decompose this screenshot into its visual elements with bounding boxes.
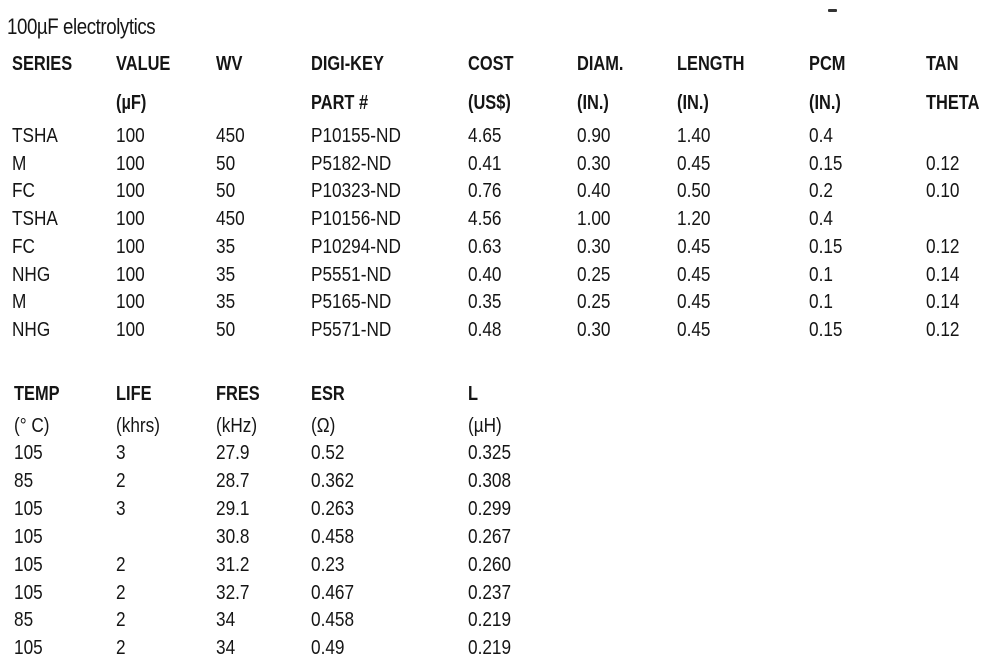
table-cell: FC: [12, 235, 35, 258]
table-cell: 0.15: [809, 318, 843, 341]
table-cell: 0.12: [926, 235, 960, 258]
table-cell: 0.4: [809, 208, 833, 231]
table-cell: M: [12, 291, 27, 314]
table-cell: 4.56: [468, 208, 502, 231]
table-cell: 0.219: [468, 609, 512, 632]
table-cell: 450: [216, 208, 245, 231]
table-cell: 85: [14, 609, 34, 632]
table-cell: 105: [14, 442, 43, 464]
column-unit: (IN.): [577, 92, 609, 114]
column-unit: (Ω): [311, 415, 336, 437]
column-header: WV: [216, 53, 243, 75]
table-cell: 450: [216, 125, 245, 147]
table-cell: 100: [116, 125, 145, 147]
column-unit: (° C): [14, 415, 50, 437]
column-header: ESR: [311, 383, 345, 405]
table-cell: 0.4: [809, 125, 833, 147]
table-cell: 105: [14, 497, 43, 520]
table-cell: 0.76: [468, 180, 502, 203]
column-header: LIFE: [116, 383, 152, 405]
table-cell: 105: [14, 581, 43, 604]
table-cell: 0.12: [926, 152, 960, 175]
column-header: TEMP: [14, 383, 60, 405]
table-cell: 100: [116, 263, 145, 286]
table-cell: 100: [116, 318, 145, 341]
table-cell: 0.263: [311, 497, 355, 520]
table-cell: 0.299: [468, 497, 512, 520]
table-cell: 2: [116, 637, 126, 660]
table-cell: 0.30: [577, 152, 611, 175]
table-cell: 35: [216, 291, 236, 314]
table-cell: P5165-ND: [311, 291, 392, 314]
column-unit: (µF): [116, 92, 147, 114]
table-cell: 50: [216, 318, 236, 341]
table-cell: 0.30: [577, 318, 611, 341]
table-cell: 105: [14, 637, 43, 660]
table-cell: P10323-ND: [311, 180, 401, 203]
table-cell: 100: [116, 291, 145, 314]
scan-speck: [828, 9, 837, 12]
table-cell: 27.9: [216, 442, 250, 464]
table-cell: 1.20: [677, 208, 711, 231]
table-cell: 0.45: [677, 318, 711, 341]
table-cell: P10155-ND: [311, 125, 401, 147]
table-cell: 3: [116, 497, 126, 520]
column-unit: (khrs): [116, 415, 160, 437]
table-cell: 1.00: [577, 208, 611, 231]
table-cell: 100: [116, 235, 145, 258]
table-cell: 32.7: [216, 581, 250, 604]
table-cell: P10156-ND: [311, 208, 401, 231]
column-unit: (IN.): [677, 92, 709, 114]
table-cell: P10294-ND: [311, 235, 401, 258]
column-header: DIGI-KEY: [311, 53, 384, 75]
table-cell: 50: [216, 180, 236, 203]
table-cell: 28.7: [216, 469, 250, 492]
table-cell: 0.362: [311, 469, 355, 492]
table-cell: 100: [116, 180, 145, 203]
table-cell: 0.49: [311, 637, 345, 660]
document-title: 100µF electrolytics: [7, 14, 156, 39]
table-cell: 0.25: [577, 291, 611, 314]
column-header: LENGTH: [677, 53, 745, 75]
table-cell: 100: [116, 152, 145, 175]
column-unit: (kHz): [216, 415, 258, 437]
table-cell: 0.325: [468, 442, 512, 464]
table-cell: P5571-ND: [311, 318, 392, 341]
column-header: DIAM.: [577, 53, 624, 75]
table-cell: 0.48: [468, 318, 502, 341]
table-cell: 2: [116, 469, 126, 492]
column-header: SERIES: [12, 53, 73, 75]
table-cell: 0.63: [468, 235, 502, 258]
table-cell: 0.41: [468, 152, 502, 175]
table-cell: 0.45: [677, 263, 711, 286]
table-cell: 0.1: [809, 263, 833, 286]
table-cell: 2: [116, 609, 126, 632]
table-cell: 0.219: [468, 637, 512, 660]
table-cell: 31.2: [216, 553, 250, 576]
table-cell: 0.52: [311, 442, 345, 464]
column-header: PCM: [809, 53, 846, 75]
table-cell: 0.12: [926, 318, 960, 341]
table-cell: 4.65: [468, 125, 502, 147]
table-cell: 85: [14, 469, 34, 492]
table-cell: 0.237: [468, 581, 512, 604]
table-cell: 0.40: [577, 180, 611, 203]
table-cell: M: [12, 152, 27, 175]
table-cell: 30.8: [216, 525, 250, 548]
table-cell: 50: [216, 152, 236, 175]
table-cell: NHG: [12, 263, 51, 286]
table-cell: 0.30: [577, 235, 611, 258]
table-cell: 0.14: [926, 263, 960, 286]
table-cell: 105: [14, 553, 43, 576]
table-cell: 0.25: [577, 263, 611, 286]
table-cell: 34: [216, 637, 236, 660]
table-cell: 0.10: [926, 180, 960, 203]
table-cell: 2: [116, 553, 126, 576]
table-cell: 0.45: [677, 152, 711, 175]
column-header: L: [468, 383, 479, 405]
table-cell: 0.23: [311, 553, 345, 576]
table-cell: 0.260: [468, 553, 512, 576]
column-header: VALUE: [116, 53, 171, 75]
table-cell: 0.35: [468, 291, 502, 314]
column-unit: (µH): [468, 415, 502, 437]
table-cell: TSHA: [12, 125, 58, 147]
table-cell: 0.15: [809, 235, 843, 258]
table-cell: 0.90: [577, 125, 611, 147]
table-cell: 105: [14, 525, 43, 548]
table-cell: 0.2: [809, 180, 833, 203]
table-cell: 0.308: [468, 469, 512, 492]
table-cell: 0.1: [809, 291, 833, 314]
table-cell: 100: [116, 208, 145, 231]
column-header: TAN: [926, 53, 959, 75]
table-cell: 34: [216, 609, 236, 632]
table-cell: 35: [216, 235, 236, 258]
table-cell: 2: [116, 581, 126, 604]
table-cell: 0.458: [311, 525, 355, 548]
column-header: COST: [468, 53, 514, 75]
column-unit: PART #: [311, 92, 369, 114]
table-cell: 0.267: [468, 525, 512, 548]
table-cell: 29.1: [216, 497, 250, 520]
table-cell: 0.45: [677, 235, 711, 258]
table-cell: 0.467: [311, 581, 355, 604]
table-cell: 0.14: [926, 291, 960, 314]
table-cell: P5551-ND: [311, 263, 392, 286]
table-cell: TSHA: [12, 208, 58, 231]
column-unit: THETA: [926, 92, 980, 114]
table-cell: 35: [216, 263, 236, 286]
table-cell: FC: [12, 180, 35, 203]
table-cell: 3: [116, 442, 126, 464]
column-unit: (IN.): [809, 92, 841, 114]
table-cell: 0.45: [677, 291, 711, 314]
table-cell: 1.40: [677, 125, 711, 147]
column-header: FRES: [216, 383, 260, 405]
table-cell: 0.15: [809, 152, 843, 175]
table-cell: P5182-ND: [311, 152, 392, 175]
table-cell: 0.40: [468, 263, 502, 286]
table-cell: 0.50: [677, 180, 711, 203]
column-unit: (US$): [468, 92, 511, 114]
table-cell: NHG: [12, 318, 51, 341]
table-cell: 0.458: [311, 609, 355, 632]
